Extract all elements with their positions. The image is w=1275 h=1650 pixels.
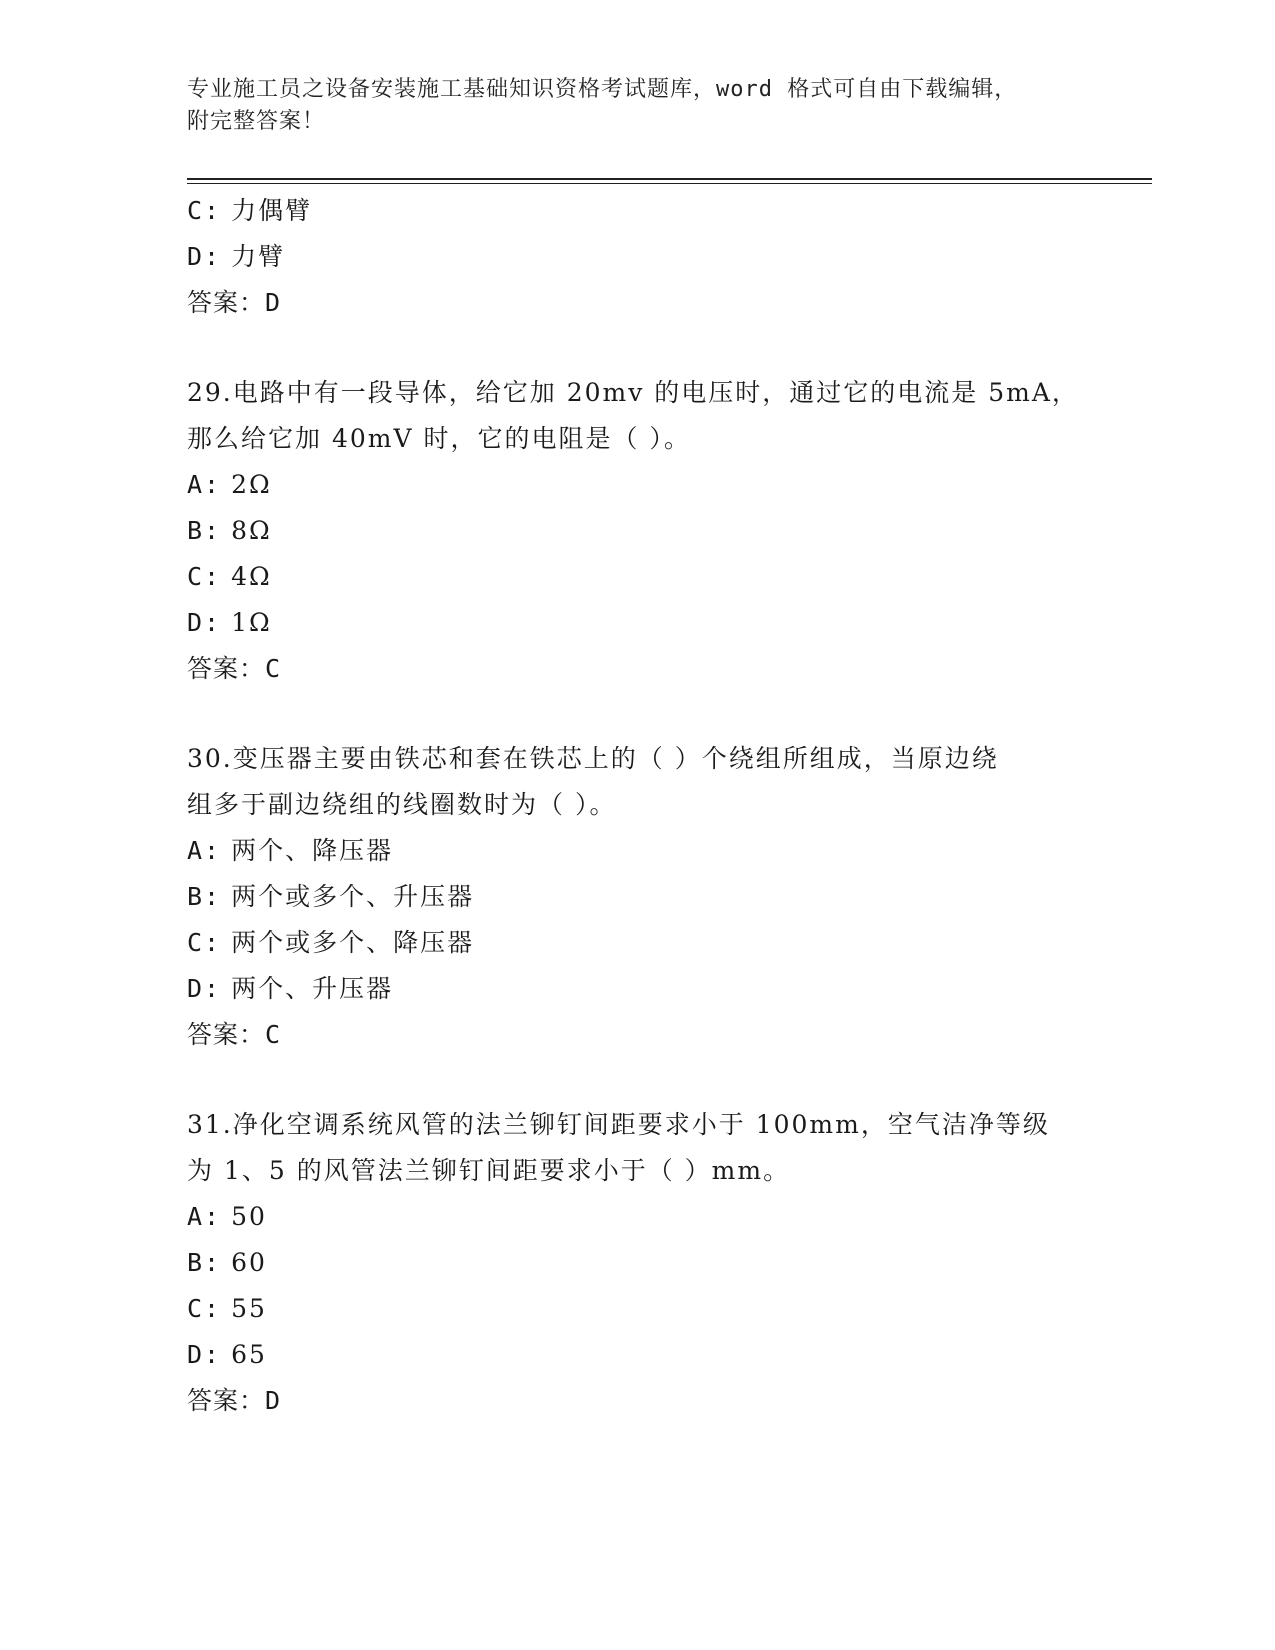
option-letter: D: [187,608,222,637]
question-text-line-2: 那么给它加 40mV 时，它的电阻是（ ）。 [187,424,691,453]
option-text: 2Ω [231,470,272,499]
question-30 [187,736,1087,1058]
answer-line: 答案：D [187,1386,282,1415]
question-text-line-1: 31.净化空调系统风管的法兰铆钉间距要求小于 100mm，空气洁净等级 [187,1110,1050,1139]
option-letter: B: [187,516,222,545]
option-letter: B: [187,1248,222,1277]
option-a [187,828,1087,874]
question-text-line-1: 30.变压器主要由铁芯和套在铁芯上的（ ）个绕组所组成，当原边绕 [187,744,999,773]
option-text: 1Ω [231,608,272,637]
option-letter: C: [187,1294,222,1323]
option-d [187,966,1087,1012]
option-c [187,188,1087,234]
option-text: 两个或多个、升压器 [231,882,475,911]
option-b [187,874,1087,920]
answer-line: 答案：C [187,1020,282,1049]
question-28-tail [187,188,1087,326]
option-a [187,462,1087,508]
option-text: 65 [231,1340,267,1369]
question-text-line-2: 为 1、5 的风管法兰铆钉间距要求小于（ ）mm。 [187,1156,791,1185]
question-text-line-1: 29.电路中有一段导体，给它加 20mv 的电压时，通过它的电流是 5mA， [187,378,1079,407]
option-b [187,508,1087,554]
option-a [187,1194,1087,1240]
option-text: 两个、降压器 [231,836,394,865]
option-text: 50 [231,1202,267,1231]
option-letter: D: [187,974,222,1003]
option-letter: C: [187,928,222,957]
option-text: 4Ω [231,562,272,591]
option-c [187,554,1087,600]
question-text-line-2: 组多于副边绕组的线圈数时为（ ）。 [187,790,617,819]
option-letter: A: [187,470,222,499]
option-c [187,1286,1087,1332]
header-rule-thick [187,178,1152,180]
option-text: 8Ω [231,516,272,545]
option-d [187,600,1087,646]
question-content [187,188,1087,1424]
option-letter: C: [187,196,222,225]
option-text: 60 [231,1248,267,1277]
option-letter: B: [187,882,222,911]
answer-line: 答案：D [187,288,282,317]
header-line-1: 专业施工员之设备安装施工基础知识资格考试题库，word 格式可自由下载编辑， [187,77,1018,102]
option-text: 两个或多个、降压器 [231,928,475,957]
option-b [187,1240,1087,1286]
question-29 [187,370,1087,692]
question-31 [187,1102,1087,1424]
option-letter: D: [187,1340,222,1369]
answer-line: 答案：C [187,654,282,683]
option-text: 55 [231,1294,267,1323]
option-c [187,920,1087,966]
option-text: 力偶臂 [231,196,313,225]
option-letter: C: [187,562,222,591]
header-line-2: 附完整答案！ [187,109,326,134]
option-letter: A: [187,836,222,865]
option-letter: D: [187,242,222,271]
option-d [187,1332,1087,1378]
option-text: 两个、升压器 [231,974,394,1003]
header-rule-thin [187,183,1152,184]
option-text: 力臂 [231,242,286,271]
option-d [187,234,1087,280]
option-letter: A: [187,1202,222,1231]
document-header [187,74,1067,138]
